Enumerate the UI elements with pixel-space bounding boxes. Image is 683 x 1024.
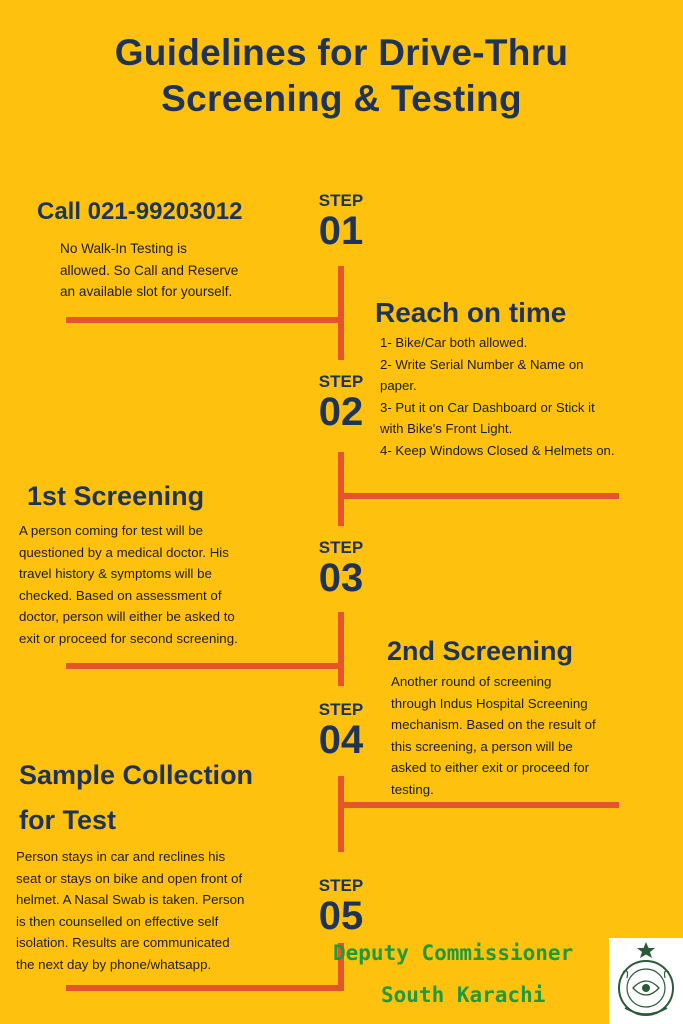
title-line-1: Guidelines for Drive-Thru — [114, 32, 569, 73]
step-marker-05 — [306, 877, 376, 937]
step-number: 03 — [318, 556, 364, 600]
connector-step-01 — [66, 317, 342, 323]
step-number: 04 — [318, 718, 364, 762]
step-01-line-2: allowed. So Call and Reserve — [60, 262, 239, 278]
timeline-segment-2 — [338, 452, 344, 526]
step-05-line-6: the next day by phone/whatsapp. — [16, 956, 212, 972]
step-marker-04 — [306, 701, 376, 761]
step-01-line-1: No Walk-In Testing is — [60, 241, 187, 256]
step-03-line-1: A person coming for test will be — [19, 523, 204, 538]
footer-office-line-1: Deputy Commissioner — [333, 941, 574, 965]
step-01-description — [60, 238, 320, 303]
step-label: STEP — [318, 538, 364, 557]
step-05-line-3: helmet. A Nasal Swab is taken. Person — [16, 892, 245, 907]
step-04-line-6: testing. — [391, 781, 434, 797]
step-05-line-1: Person stays in car and reclines his — [16, 849, 226, 864]
step-02-line-5: with Bike's Front Light. — [380, 421, 513, 436]
step-label: STEP — [318, 876, 364, 895]
step-04-line-1: Another round of screening — [391, 674, 552, 689]
timeline-segment-3 — [338, 612, 344, 686]
step-03-line-3: travel history & symptoms will be — [19, 566, 212, 581]
step-number: 05 — [318, 894, 364, 938]
step-02-line-2: 2- Write Serial Number & Name on — [380, 356, 584, 372]
step-label: STEP — [318, 700, 364, 719]
connector-step-03 — [66, 663, 342, 669]
step-05-line-2: seat or stays on bike and open front of — [16, 870, 243, 886]
connector-step-05 — [66, 985, 342, 991]
step-01-line-3: an available slot for yourself. — [60, 284, 233, 299]
step-03-line-4: checked. Based on assessment of — [19, 587, 222, 603]
step-05-heading-line-1: Sample Collection — [19, 760, 254, 790]
seal-icon — [609, 938, 683, 1024]
step-04-heading: 2nd Screening — [387, 636, 574, 666]
page-title — [0, 30, 683, 122]
step-02-line-4: 3- Put it on Car Dashboard or Stick it — [380, 399, 595, 415]
step-number: 01 — [318, 209, 364, 253]
step-label: STEP — [318, 191, 364, 210]
connector-step-04 — [338, 802, 619, 808]
step-02-heading: Reach on time — [375, 297, 567, 328]
timeline-segment-4 — [338, 776, 344, 852]
timeline-segment-1 — [338, 266, 344, 360]
footer-office-line-2: South Karachi — [381, 983, 546, 1007]
step-01-heading: Call 021-99203012 — [37, 198, 243, 225]
step-03-line-5: doctor, person will either be asked to — [19, 609, 235, 624]
step-02-description — [380, 332, 680, 461]
title-line-2: Screening & Testing — [161, 78, 522, 119]
step-04-line-2: through Indus Hospital Screening — [391, 695, 588, 711]
step-02-line-1: 1- Bike/Car both allowed. — [380, 335, 528, 350]
step-04-line-4: this screening, a person will be — [391, 738, 573, 754]
step-02-line-6: 4- Keep Windows Closed & Helmets on. — [380, 442, 615, 458]
connector-step-02 — [338, 493, 619, 499]
step-03-line-6: exit or proceed for second screening. — [19, 630, 238, 646]
step-05-line-5: isolation. Results are communicated — [16, 935, 230, 950]
step-04-line-5: asked to either exit or proceed for — [391, 760, 590, 775]
step-02-line-3: paper. — [380, 378, 417, 393]
step-number: 02 — [318, 390, 364, 434]
step-marker-02 — [306, 373, 376, 433]
step-03-line-2: questioned by a medical doctor. His — [19, 544, 229, 560]
step-05-description — [16, 846, 316, 975]
step-04-line-3: mechanism. Based on the result of — [391, 717, 596, 732]
step-03-description — [19, 520, 319, 649]
step-05-line-4: is then counselled on effective self — [16, 913, 219, 929]
step-label: STEP — [318, 372, 364, 391]
step-05-heading-line-2: for Test — [19, 805, 117, 835]
step-03-heading: 1st Screening — [27, 481, 205, 511]
step-04-description — [391, 671, 681, 800]
government-seal-logo — [609, 938, 683, 1024]
